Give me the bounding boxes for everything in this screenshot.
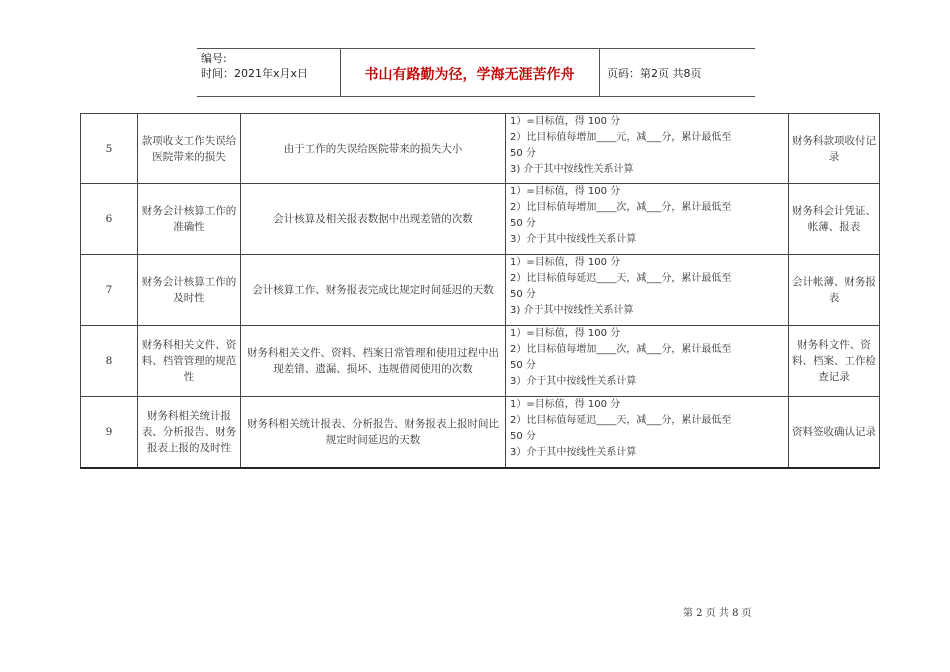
scoring-line: 3）介于其中按线性关系计算 — [510, 234, 637, 245]
kpi-item: 财务会计核算工作的准确性 — [138, 184, 241, 255]
scoring-standard — [506, 326, 789, 397]
scoring-standard — [506, 255, 789, 326]
row-number: 9 — [81, 397, 138, 468]
scoring-line: 50 分 — [510, 431, 536, 442]
scoring-line: 1）=目标值，得 100 分 — [510, 257, 621, 268]
document-number-label: 编号: — [201, 52, 227, 65]
scoring-line: 1）=目标值，得 100 分 — [510, 328, 621, 339]
scoring-standard — [506, 184, 789, 255]
page-footer: 第 2 页 共 8 页 — [683, 608, 752, 619]
header-page-code: 页码：第2页 共8页 — [607, 67, 702, 80]
kpi-item: 财务科相关统计报表、分析报告、财务报表上报的及时性 — [138, 397, 241, 468]
data-source: 会计帐薄、财务报表 — [789, 255, 880, 326]
header-info — [201, 51, 308, 81]
data-source: 财务科款项收付记录 — [789, 114, 880, 184]
kpi-definition: 会计核算工作、财务报表完成比规定时间延迟的天数 — [241, 255, 506, 326]
scoring-line: 3）介于其中按线性关系计算 — [510, 376, 637, 387]
table-row — [81, 255, 880, 326]
kpi-definition: 财务科相关统计报表、分析报告、财务报表上报时间比规定时间延迟的天数 — [241, 397, 506, 468]
document-time: 时间：2021年x月x日 — [201, 67, 309, 80]
row-number: 6 — [81, 184, 138, 255]
scoring-line: 2）比目标值每增加____元，减___分，累计最低至 — [510, 132, 732, 143]
kpi-definition: 由于工作的失误给医院带来的损失大小 — [241, 114, 506, 184]
table-row — [81, 397, 880, 468]
scoring-line: 50 分 — [510, 218, 536, 229]
scoring-standard — [506, 397, 789, 468]
scoring-line: 1）=目标值，得 100 分 — [510, 399, 621, 410]
header-divider — [599, 48, 600, 97]
kpi-definition: 财务科相关文件、资料、档案日常管理和使用过程中出现差错、遗漏、损坏、违规借阅使用的次数 — [241, 326, 506, 397]
scoring-line: 3) 介于其中按线性关系计算 — [510, 164, 634, 175]
header-bottom-rule — [197, 96, 755, 97]
row-number: 7 — [81, 255, 138, 326]
scoring-line: 2）比目标值每增加____次，减___分，累计最低至 — [510, 202, 732, 213]
row-number: 5 — [81, 114, 138, 184]
kpi-item: 款项收支工作失误给医院带来的损失 — [138, 114, 241, 184]
scoring-line: 50 分 — [510, 148, 536, 159]
scoring-line: 2）比目标值每延迟____天，减___分，累计最低至 — [510, 273, 732, 284]
header-motto: 书山有路勤为径，学海无涯苦作舟 — [364, 67, 575, 83]
row-number: 8 — [81, 326, 138, 397]
scoring-line: 1）=目标值，得 100 分 — [510, 186, 621, 197]
kpi-table-body — [81, 114, 880, 468]
scoring-line: 2）比目标值每增加____次，减___分，累计最低至 — [510, 344, 732, 355]
scoring-line: 3) 介于其中按线性关系计算 — [510, 305, 634, 316]
kpi-table — [80, 113, 880, 469]
table-row — [81, 326, 880, 397]
data-source: 财务科文件、资料、档案、工作检查记录 — [789, 326, 880, 397]
table-row — [81, 184, 880, 255]
kpi-item: 财务科相关文件、资料、档管管理的规范性 — [138, 326, 241, 397]
kpi-definition: 会计核算及相关报表数据中出现差错的次数 — [241, 184, 506, 255]
table-row — [81, 114, 880, 184]
scoring-standard — [506, 114, 789, 184]
header-top-rule — [197, 48, 755, 49]
data-source: 财务科会计凭证、帐薄、报表 — [789, 184, 880, 255]
scoring-line: 1）=目标值，得 100 分 — [510, 116, 621, 127]
data-source: 资料签收确认记录 — [789, 397, 880, 468]
scoring-line: 3）介于其中按线性关系计算 — [510, 447, 637, 458]
scoring-line: 50 分 — [510, 289, 536, 300]
page-header — [197, 48, 755, 98]
scoring-line: 50 分 — [510, 360, 536, 371]
kpi-item: 财务会计核算工作的及时性 — [138, 255, 241, 326]
scoring-line: 2）比目标值每延迟____天，减___分，累计最低至 — [510, 415, 732, 426]
